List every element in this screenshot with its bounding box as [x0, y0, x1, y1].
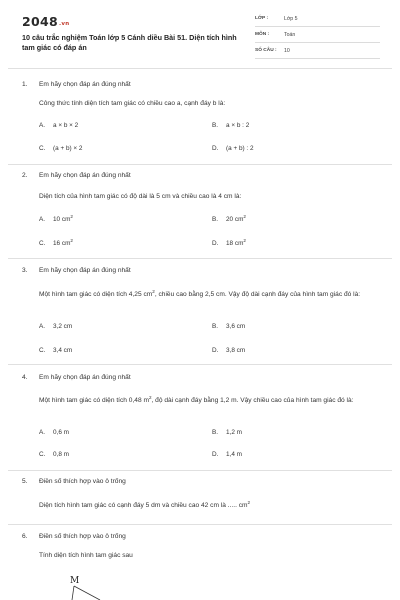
- meta-row-subject: [255, 30, 380, 43]
- question-divider: [8, 258, 392, 259]
- option-b[interactable]: B. a × b : 2: [212, 122, 250, 129]
- meta-label-subject: MÔN :: [255, 32, 270, 37]
- document-title: 10 câu trắc nghiệm Toán lớp 5 Cánh diều Bài 51. Diện tích hình tam giác có đáp án: [22, 33, 237, 52]
- question-prompt: Điền số thích hợp vào ô trống: [39, 478, 126, 485]
- option-d[interactable]: D. 1,4 m: [212, 451, 242, 458]
- question-number: 6.: [22, 533, 28, 540]
- meta-row-grade: [255, 14, 380, 27]
- question-divider: [8, 524, 392, 525]
- question-prompt: Em hãy chọn đáp án đúng nhất: [39, 172, 131, 179]
- question-divider: [8, 364, 392, 365]
- triangle-figure: [60, 572, 140, 600]
- option-c[interactable]: C. 3,4 cm: [39, 347, 73, 354]
- meta-row-count: [255, 46, 380, 59]
- logo-text: 2048: [22, 14, 58, 29]
- question-prompt: Em hãy chọn đáp án đúng nhất: [39, 374, 131, 381]
- question-prompt: Em hãy chọn đáp án đúng nhất: [39, 81, 131, 88]
- option-a[interactable]: A. 3,2 cm: [39, 323, 73, 330]
- option-c[interactable]: C. (a + b) × 2: [39, 145, 83, 152]
- question-number: 3.: [22, 267, 28, 274]
- option-b[interactable]: B. 1,2 m: [212, 429, 242, 436]
- site-logo[interactable]: [22, 14, 70, 29]
- logo-suffix: .vn: [59, 21, 70, 27]
- question-divider: [8, 164, 392, 165]
- option-a[interactable]: A. 10 $cm^2$: [39, 214, 73, 223]
- option-b[interactable]: B. 3,6 cm: [212, 323, 246, 330]
- option-a[interactable]: A. a × b × 2: [39, 122, 79, 129]
- question-body: Một hình tam giác có diện tích 4,25 $cm^2$, chiều cao bằng 2,5 cm. Vậy độ dài cạnh đáy của hình tam giác đó là:: [39, 289, 361, 298]
- triangle-edge: [74, 586, 100, 600]
- meta-value-grade: Lớp 5: [284, 16, 298, 22]
- meta-label-grade: LỚP :: [255, 16, 269, 21]
- question-body: Công thức tính diện tích tam giác có chiều cao a, cạnh đáy b là:: [39, 100, 226, 107]
- meta-value-count: 10: [284, 48, 290, 54]
- question-number: 4.: [22, 374, 28, 381]
- option-c[interactable]: C. 0,8 m: [39, 451, 69, 458]
- meta-label-count: SỐ CÂU :: [255, 48, 277, 53]
- question-number: 5.: [22, 478, 28, 485]
- meta-value-subject: Toán: [284, 32, 296, 38]
- option-a[interactable]: A. 0,6 m: [39, 429, 69, 436]
- question-body: Diện tích hình tam giác có cạnh đáy 5 dm và chiều cao 42 cm là ..... $cm^2$: [39, 500, 251, 509]
- option-c[interactable]: C. 16 $cm^2$: [39, 238, 73, 247]
- document-header: [0, 0, 400, 70]
- header-divider: [8, 68, 392, 69]
- question-prompt: Điền số thích hợp vào ô trống: [39, 533, 126, 540]
- question-body: Diện tích của hình tam giác có độ dài là 5 cm và chiều cao là 4 cm là:: [39, 193, 242, 200]
- question-number: 1.: [22, 81, 28, 88]
- question-number: 2.: [22, 172, 28, 179]
- option-d[interactable]: D. 3,8 cm: [212, 347, 246, 354]
- option-d[interactable]: D. 18 $cm^2$: [212, 238, 246, 247]
- option-d[interactable]: D. (a + b) : 2: [212, 145, 254, 152]
- question-divider: [8, 470, 392, 471]
- vertex-label-m: M: [70, 576, 80, 586]
- triangle-edge: [72, 586, 74, 600]
- question-prompt: Em hãy chọn đáp án đúng nhất: [39, 267, 131, 274]
- question-body: Tính diện tích hình tam giác sau: [39, 552, 133, 559]
- option-b[interactable]: B. 20 $cm^2$: [212, 214, 246, 223]
- question-body: Một hình tam giác có diện tích 0,48 $m^2$, độ dài cạnh đáy bằng 1,2 m. Vậy chiều cao của hình tam giác đó là:: [39, 395, 354, 404]
